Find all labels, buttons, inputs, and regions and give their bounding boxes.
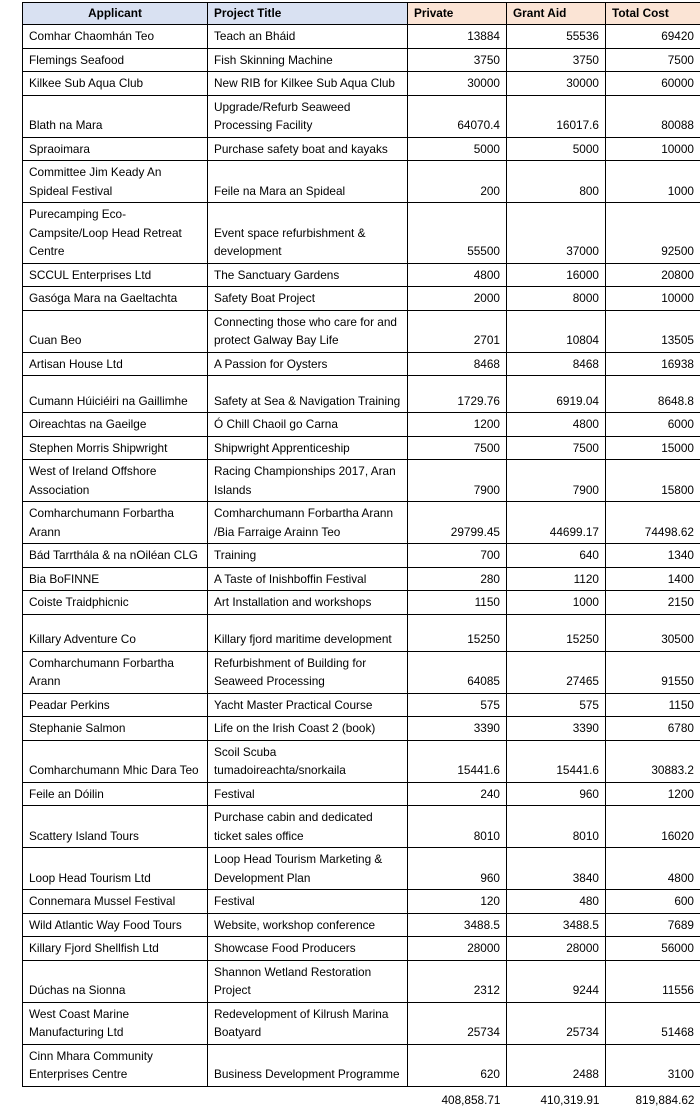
cell-private: 620 <box>408 1044 507 1086</box>
cell-applicant: Comharchumann Mhic Dara Teo <box>23 740 208 782</box>
table-row <box>23 1002 700 1044</box>
cell-applicant: West Coast Marine Manufacturing Ltd <box>23 1002 208 1044</box>
cell-private: 2000 <box>408 287 507 311</box>
cell-project-title: Scoil Scuba tumadoireachta/snorkaila <box>208 740 408 782</box>
table-row <box>23 376 700 413</box>
cell-applicant: Cuan Beo <box>23 310 208 352</box>
cell-applicant: Oireachtas na Gaeilge <box>23 413 208 437</box>
cell-grant-aid: 3840 <box>507 848 606 890</box>
cell-grant-aid: 8000 <box>507 287 606 311</box>
cell-applicant: Gasóga Mara na Gaeltachta <box>23 287 208 311</box>
cell-total-cost: 51468 <box>606 1002 700 1044</box>
cell-grant-aid: 15441.6 <box>507 740 606 782</box>
cell-project-title: Fish Skinning Machine <box>208 48 408 72</box>
cell-project-title: Yacht Master Practical Course <box>208 693 408 717</box>
cell-total-cost: 30500 <box>606 614 700 651</box>
cell-grant-aid: 9244 <box>507 960 606 1002</box>
cell-applicant: SCCUL Enterprises Ltd <box>23 263 208 287</box>
cell-applicant: Loop Head Tourism Ltd <box>23 848 208 890</box>
cell-private: 15250 <box>408 614 507 651</box>
totals-spacer-1 <box>23 1086 208 1111</box>
cell-project-title: A Taste of Inishboffin Festival <box>208 567 408 591</box>
cell-total-cost: 30883.2 <box>606 740 700 782</box>
cell-private: 64070.4 <box>408 95 507 137</box>
table-row <box>23 717 700 741</box>
cell-applicant: Peadar Perkins <box>23 693 208 717</box>
cell-total-cost: 69420 <box>606 25 700 49</box>
cell-applicant: Scattery Island Tours <box>23 806 208 848</box>
table-row <box>23 591 700 615</box>
cell-grant-aid: 7500 <box>507 436 606 460</box>
table-row <box>23 806 700 848</box>
cell-private: 25734 <box>408 1002 507 1044</box>
cell-applicant: Stephen Morris Shipwright <box>23 436 208 460</box>
cell-grant-aid: 16017.6 <box>507 95 606 137</box>
cell-total-cost: 3100 <box>606 1044 700 1086</box>
table-row <box>23 287 700 311</box>
cell-total-cost: 10000 <box>606 137 700 161</box>
cell-total-cost: 16938 <box>606 352 700 376</box>
table-row <box>23 352 700 376</box>
cell-applicant: Connemara Mussel Festival <box>23 890 208 914</box>
cell-project-title: Purchase cabin and dedicated ticket sales office <box>208 806 408 848</box>
cell-total-cost: 6000 <box>606 413 700 437</box>
cell-project-title: Racing Championships 2017, Aran Islands <box>208 460 408 502</box>
cell-private: 4800 <box>408 263 507 287</box>
cell-grant-aid: 44699.17 <box>507 502 606 544</box>
cell-project-title: New RIB for Kilkee Sub Aqua Club <box>208 72 408 96</box>
table-row <box>23 1044 700 1086</box>
cell-project-title: Ó Chill Chaoil go Carna <box>208 413 408 437</box>
table-row <box>23 693 700 717</box>
cell-grant-aid: 6919.04 <box>507 376 606 413</box>
cell-project-title: Safety Boat Project <box>208 287 408 311</box>
header-grant-aid: Grant Aid <box>507 3 606 25</box>
cell-grant-aid: 30000 <box>507 72 606 96</box>
cell-applicant: Flemings Seafood <box>23 48 208 72</box>
cell-project-title: Showcase Food Producers <box>208 937 408 961</box>
cell-applicant: Artisan House Ltd <box>23 352 208 376</box>
cell-grant-aid: 55536 <box>507 25 606 49</box>
table-row <box>23 960 700 1002</box>
table-row <box>23 436 700 460</box>
cell-private: 64085 <box>408 651 507 693</box>
cell-applicant: Kilkee Sub Aqua Club <box>23 72 208 96</box>
cell-applicant: Stephanie Salmon <box>23 717 208 741</box>
cell-private: 700 <box>408 544 507 568</box>
cell-applicant: Killary Fjord Shellfish Ltd <box>23 937 208 961</box>
cell-grant-aid: 1000 <box>507 591 606 615</box>
cell-grant-aid: 480 <box>507 890 606 914</box>
cell-private: 280 <box>408 567 507 591</box>
cell-applicant: Cumann Húiciéiri na Gaillimhe <box>23 376 208 413</box>
cell-private: 13884 <box>408 25 507 49</box>
cell-total-cost: 1200 <box>606 782 700 806</box>
header-private: Private <box>408 3 507 25</box>
cell-private: 200 <box>408 161 507 203</box>
cell-private: 3750 <box>408 48 507 72</box>
cell-applicant: Cinn Mhara Community Enterprises Centre <box>23 1044 208 1086</box>
cell-total-cost: 600 <box>606 890 700 914</box>
cell-project-title: Comharchumann Forbartha Arann /Bia Farraige Arainn Teo <box>208 502 408 544</box>
header-applicant: Applicant <box>23 3 208 25</box>
cell-grant-aid: 27465 <box>507 651 606 693</box>
cell-grant-aid: 575 <box>507 693 606 717</box>
table-row <box>23 460 700 502</box>
cell-total-cost: 74498.62 <box>606 502 700 544</box>
table-row <box>23 48 700 72</box>
cell-grant-aid: 3750 <box>507 48 606 72</box>
cell-grant-aid: 4800 <box>507 413 606 437</box>
table-body <box>23 25 700 1087</box>
cell-applicant: Dúchas na Sionna <box>23 960 208 1002</box>
cell-applicant: Wild Atlantic Way Food Tours <box>23 913 208 937</box>
cell-private: 29799.45 <box>408 502 507 544</box>
table-row <box>23 161 700 203</box>
cell-total-cost: 13505 <box>606 310 700 352</box>
cell-applicant: Comharchumann Forbartha Arann <box>23 502 208 544</box>
table-row <box>23 614 700 651</box>
cell-total-cost: 20800 <box>606 263 700 287</box>
cell-applicant: Bia BoFINNE <box>23 567 208 591</box>
cell-grant-aid: 3488.5 <box>507 913 606 937</box>
cell-total-cost: 1340 <box>606 544 700 568</box>
cell-grant-aid: 800 <box>507 161 606 203</box>
cell-project-title: Website, workshop conference <box>208 913 408 937</box>
cell-total-cost: 16020 <box>606 806 700 848</box>
cell-total-cost: 15800 <box>606 460 700 502</box>
table-row <box>23 890 700 914</box>
cell-project-title: Training <box>208 544 408 568</box>
cell-private: 28000 <box>408 937 507 961</box>
cell-applicant: Killary Adventure Co <box>23 614 208 651</box>
cell-project-title: Festival <box>208 782 408 806</box>
cell-private: 1729.76 <box>408 376 507 413</box>
cell-project-title: Safety at Sea & Navigation Training <box>208 376 408 413</box>
total-total-cost: 819,884.62 <box>606 1086 700 1111</box>
cell-project-title: Shannon Wetland Restoration Project <box>208 960 408 1002</box>
cell-project-title: Loop Head Tourism Marketing & Development Plan <box>208 848 408 890</box>
cell-total-cost: 7689 <box>606 913 700 937</box>
cell-private: 30000 <box>408 72 507 96</box>
cell-private: 120 <box>408 890 507 914</box>
cell-total-cost: 7500 <box>606 48 700 72</box>
table-row <box>23 782 700 806</box>
cell-private: 240 <box>408 782 507 806</box>
cell-total-cost: 4800 <box>606 848 700 890</box>
table-row <box>23 937 700 961</box>
cell-private: 5000 <box>408 137 507 161</box>
table-row <box>23 413 700 437</box>
table-row <box>23 544 700 568</box>
cell-project-title: Business Development Programme <box>208 1044 408 1086</box>
cell-applicant: West of Ireland Offshore Association <box>23 460 208 502</box>
table-row <box>23 25 700 49</box>
cell-grant-aid: 10804 <box>507 310 606 352</box>
cell-total-cost: 15000 <box>606 436 700 460</box>
cell-project-title: The Sanctuary Gardens <box>208 263 408 287</box>
table-row <box>23 567 700 591</box>
cell-project-title: Teach an Bháid <box>208 25 408 49</box>
table-row <box>23 740 700 782</box>
cell-project-title: Art Installation and workshops <box>208 591 408 615</box>
cell-project-title: Event space refurbishment & development <box>208 203 408 264</box>
table-row <box>23 203 700 264</box>
cell-project-title: Refurbishment of Building for Seaweed Processing <box>208 651 408 693</box>
cell-applicant: Committee Jim Keady An Spideal Festival <box>23 161 208 203</box>
cell-project-title: Shipwright Apprenticeship <box>208 436 408 460</box>
totals-row <box>23 1086 700 1111</box>
cell-private: 55500 <box>408 203 507 264</box>
cell-total-cost: 92500 <box>606 203 700 264</box>
cell-private: 15441.6 <box>408 740 507 782</box>
cell-total-cost: 60000 <box>606 72 700 96</box>
table-row <box>23 502 700 544</box>
cell-grant-aid: 2488 <box>507 1044 606 1086</box>
grant-table-container <box>22 2 700 1111</box>
cell-project-title: Connecting those who care for and protect Galway Bay Life <box>208 310 408 352</box>
cell-total-cost: 80088 <box>606 95 700 137</box>
cell-project-title: Feile na Mara an Spideal <box>208 161 408 203</box>
cell-grant-aid: 37000 <box>507 203 606 264</box>
cell-private: 2701 <box>408 310 507 352</box>
table-row <box>23 72 700 96</box>
cell-grant-aid: 28000 <box>507 937 606 961</box>
cell-private: 3488.5 <box>408 913 507 937</box>
cell-private: 7900 <box>408 460 507 502</box>
cell-grant-aid: 8468 <box>507 352 606 376</box>
cell-total-cost: 1150 <box>606 693 700 717</box>
cell-grant-aid: 1120 <box>507 567 606 591</box>
cell-total-cost: 11556 <box>606 960 700 1002</box>
cell-private: 575 <box>408 693 507 717</box>
cell-applicant: Feile an Dóilin <box>23 782 208 806</box>
cell-private: 7500 <box>408 436 507 460</box>
cell-applicant: Purecamping Eco-Campsite/Loop Head Retreat Centre <box>23 203 208 264</box>
cell-project-title: Purchase safety boat and kayaks <box>208 137 408 161</box>
table-row <box>23 137 700 161</box>
cell-total-cost: 1400 <box>606 567 700 591</box>
cell-total-cost: 6780 <box>606 717 700 741</box>
cell-grant-aid: 15250 <box>507 614 606 651</box>
table-row <box>23 651 700 693</box>
table-row <box>23 95 700 137</box>
table-row <box>23 310 700 352</box>
cell-applicant: Blath na Mara <box>23 95 208 137</box>
cell-private: 1150 <box>408 591 507 615</box>
cell-private: 1200 <box>408 413 507 437</box>
cell-grant-aid: 3390 <box>507 717 606 741</box>
table-row <box>23 848 700 890</box>
cell-grant-aid: 7900 <box>507 460 606 502</box>
cell-grant-aid: 5000 <box>507 137 606 161</box>
cell-total-cost: 91550 <box>606 651 700 693</box>
cell-grant-aid: 25734 <box>507 1002 606 1044</box>
header-project-title: Project Title <box>208 3 408 25</box>
header-total-cost: Total Cost <box>606 3 700 25</box>
cell-project-title: Redevelopment of Kilrush Marina Boatyard <box>208 1002 408 1044</box>
cell-project-title: Life on the Irish Coast 2 (book) <box>208 717 408 741</box>
cell-total-cost: 8648.8 <box>606 376 700 413</box>
cell-private: 8468 <box>408 352 507 376</box>
header-row <box>23 3 700 25</box>
cell-grant-aid: 8010 <box>507 806 606 848</box>
grant-table <box>22 2 700 1111</box>
cell-applicant: Comhar Chaomhán Teo <box>23 25 208 49</box>
table-row <box>23 913 700 937</box>
cell-private: 8010 <box>408 806 507 848</box>
cell-applicant: Bád Tarrthála & na nOiléan CLG <box>23 544 208 568</box>
cell-applicant: Coiste Traidphicnic <box>23 591 208 615</box>
total-private: 408,858.71 <box>408 1086 507 1111</box>
table-row <box>23 263 700 287</box>
cell-project-title: Killary fjord maritime development <box>208 614 408 651</box>
cell-applicant: Spraoimara <box>23 137 208 161</box>
cell-grant-aid: 640 <box>507 544 606 568</box>
cell-private: 960 <box>408 848 507 890</box>
cell-project-title: Festival <box>208 890 408 914</box>
cell-grant-aid: 16000 <box>507 263 606 287</box>
cell-total-cost: 2150 <box>606 591 700 615</box>
cell-private: 3390 <box>408 717 507 741</box>
cell-grant-aid: 960 <box>507 782 606 806</box>
cell-total-cost: 56000 <box>606 937 700 961</box>
totals-spacer-2 <box>208 1086 408 1111</box>
total-grant-aid: 410,319.91 <box>507 1086 606 1111</box>
cell-private: 2312 <box>408 960 507 1002</box>
cell-total-cost: 10000 <box>606 287 700 311</box>
cell-project-title: A Passion for Oysters <box>208 352 408 376</box>
cell-project-title: Upgrade/Refurb Seaweed Processing Facility <box>208 95 408 137</box>
cell-total-cost: 1000 <box>606 161 700 203</box>
cell-applicant: Comharchumann Forbartha Arann <box>23 651 208 693</box>
